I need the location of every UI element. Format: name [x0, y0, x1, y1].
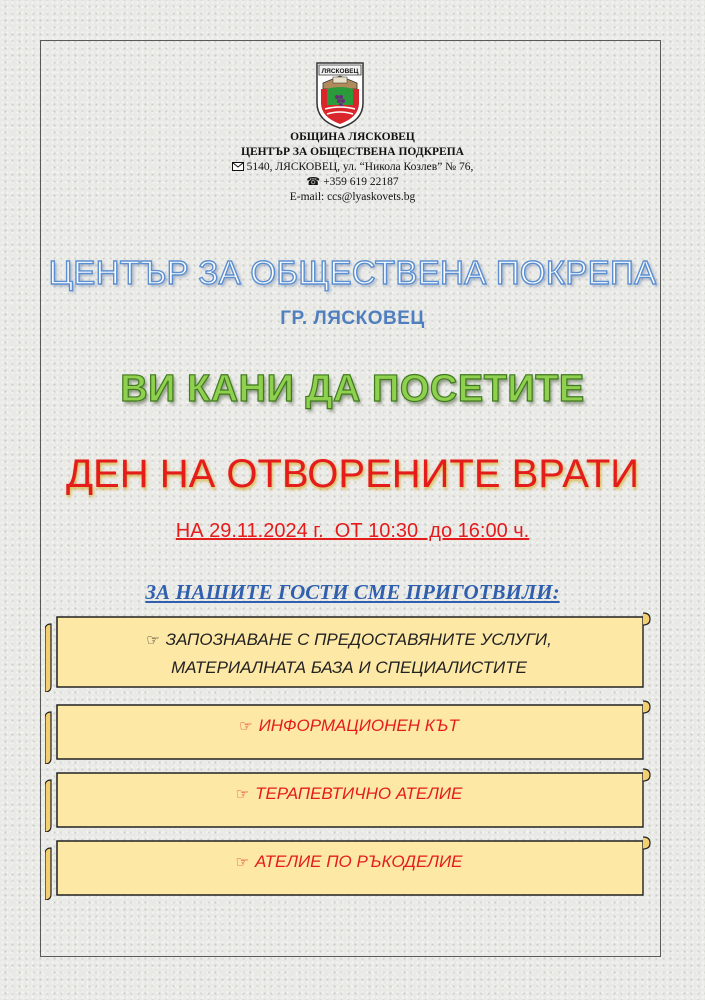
invite-heading: ВИ КАНИ ДА ПОСЕТИТЕ [120, 368, 585, 410]
scroll-banner [45, 610, 653, 692]
item-text: АТЕЛИЕ ПО РЪКОДЕЛИЕ [254, 852, 463, 871]
scroll-banner [45, 766, 653, 832]
item-text: ИНФОРМАЦИОНЕН КЪТ [258, 716, 459, 735]
event-datetime: НА 29.11.2024 г. ОТ 10:30 до 16:00 ч. [175, 520, 530, 542]
list-item [45, 780, 653, 808]
list-item [45, 626, 653, 681]
scroll-banner [45, 834, 653, 900]
phone-line [0, 175, 705, 190]
municipality-name: ОБЩИНА ЛЯСКОВЕЦ [290, 131, 415, 143]
email[interactable]: E-mail: ccs@lyaskovets.bg [289, 191, 416, 203]
pointing-hand-icon: ☞ [239, 718, 253, 735]
open-day-heading: ДЕН НА ОТВОРЕНИТЕ ВРАТИ [65, 452, 640, 496]
address-line [0, 160, 705, 175]
envelope-icon [232, 162, 244, 171]
pointing-hand-icon: ☞ [235, 786, 250, 803]
letterhead [0, 130, 705, 205]
item-text: ТЕРАПЕВТИЧНО АТЕЛИЕ [255, 784, 463, 803]
city-label: ГР. ЛЯСКОВЕЦ [280, 308, 425, 329]
phone-icon: ☎ [306, 176, 321, 188]
address: 5140, ЛЯСКОВЕЦ, ул. “Никола Козлев” № 76, [246, 161, 474, 173]
municipality-crest-icon [313, 53, 367, 129]
center-name: ЦЕНТЪР ЗА ОБЩЕСТВЕНА ПОДКРЕПА [241, 146, 464, 158]
phone-number: +359 619 22187 [323, 176, 399, 188]
item-text: ЗАПОЗНАВАНЕ С ПРЕДОСТАВЯНИТЕ УСЛУГИ, [165, 630, 552, 649]
pointing-hand-icon: ☞ [235, 854, 249, 871]
center-title: ЦЕНТЪР ЗА ОБЩЕСТВЕНА ПОКРЕПА [48, 254, 657, 291]
list-item [45, 712, 653, 740]
scroll-banner [45, 698, 653, 764]
item-text-line2: МАТЕРИАЛНАТА БАЗА И СПЕЦИАЛИСТИТЕ [171, 658, 527, 677]
svg-text:ЛЯСКОВЕЦ: ЛЯСКОВЕЦ [321, 68, 359, 75]
pointing-hand-icon: ☞ [146, 632, 160, 649]
list-item [45, 848, 653, 876]
prepared-subtitle: ЗА НАШИТЕ ГОСТИ СМЕ ПРИГОТВИЛИ: [145, 580, 560, 604]
